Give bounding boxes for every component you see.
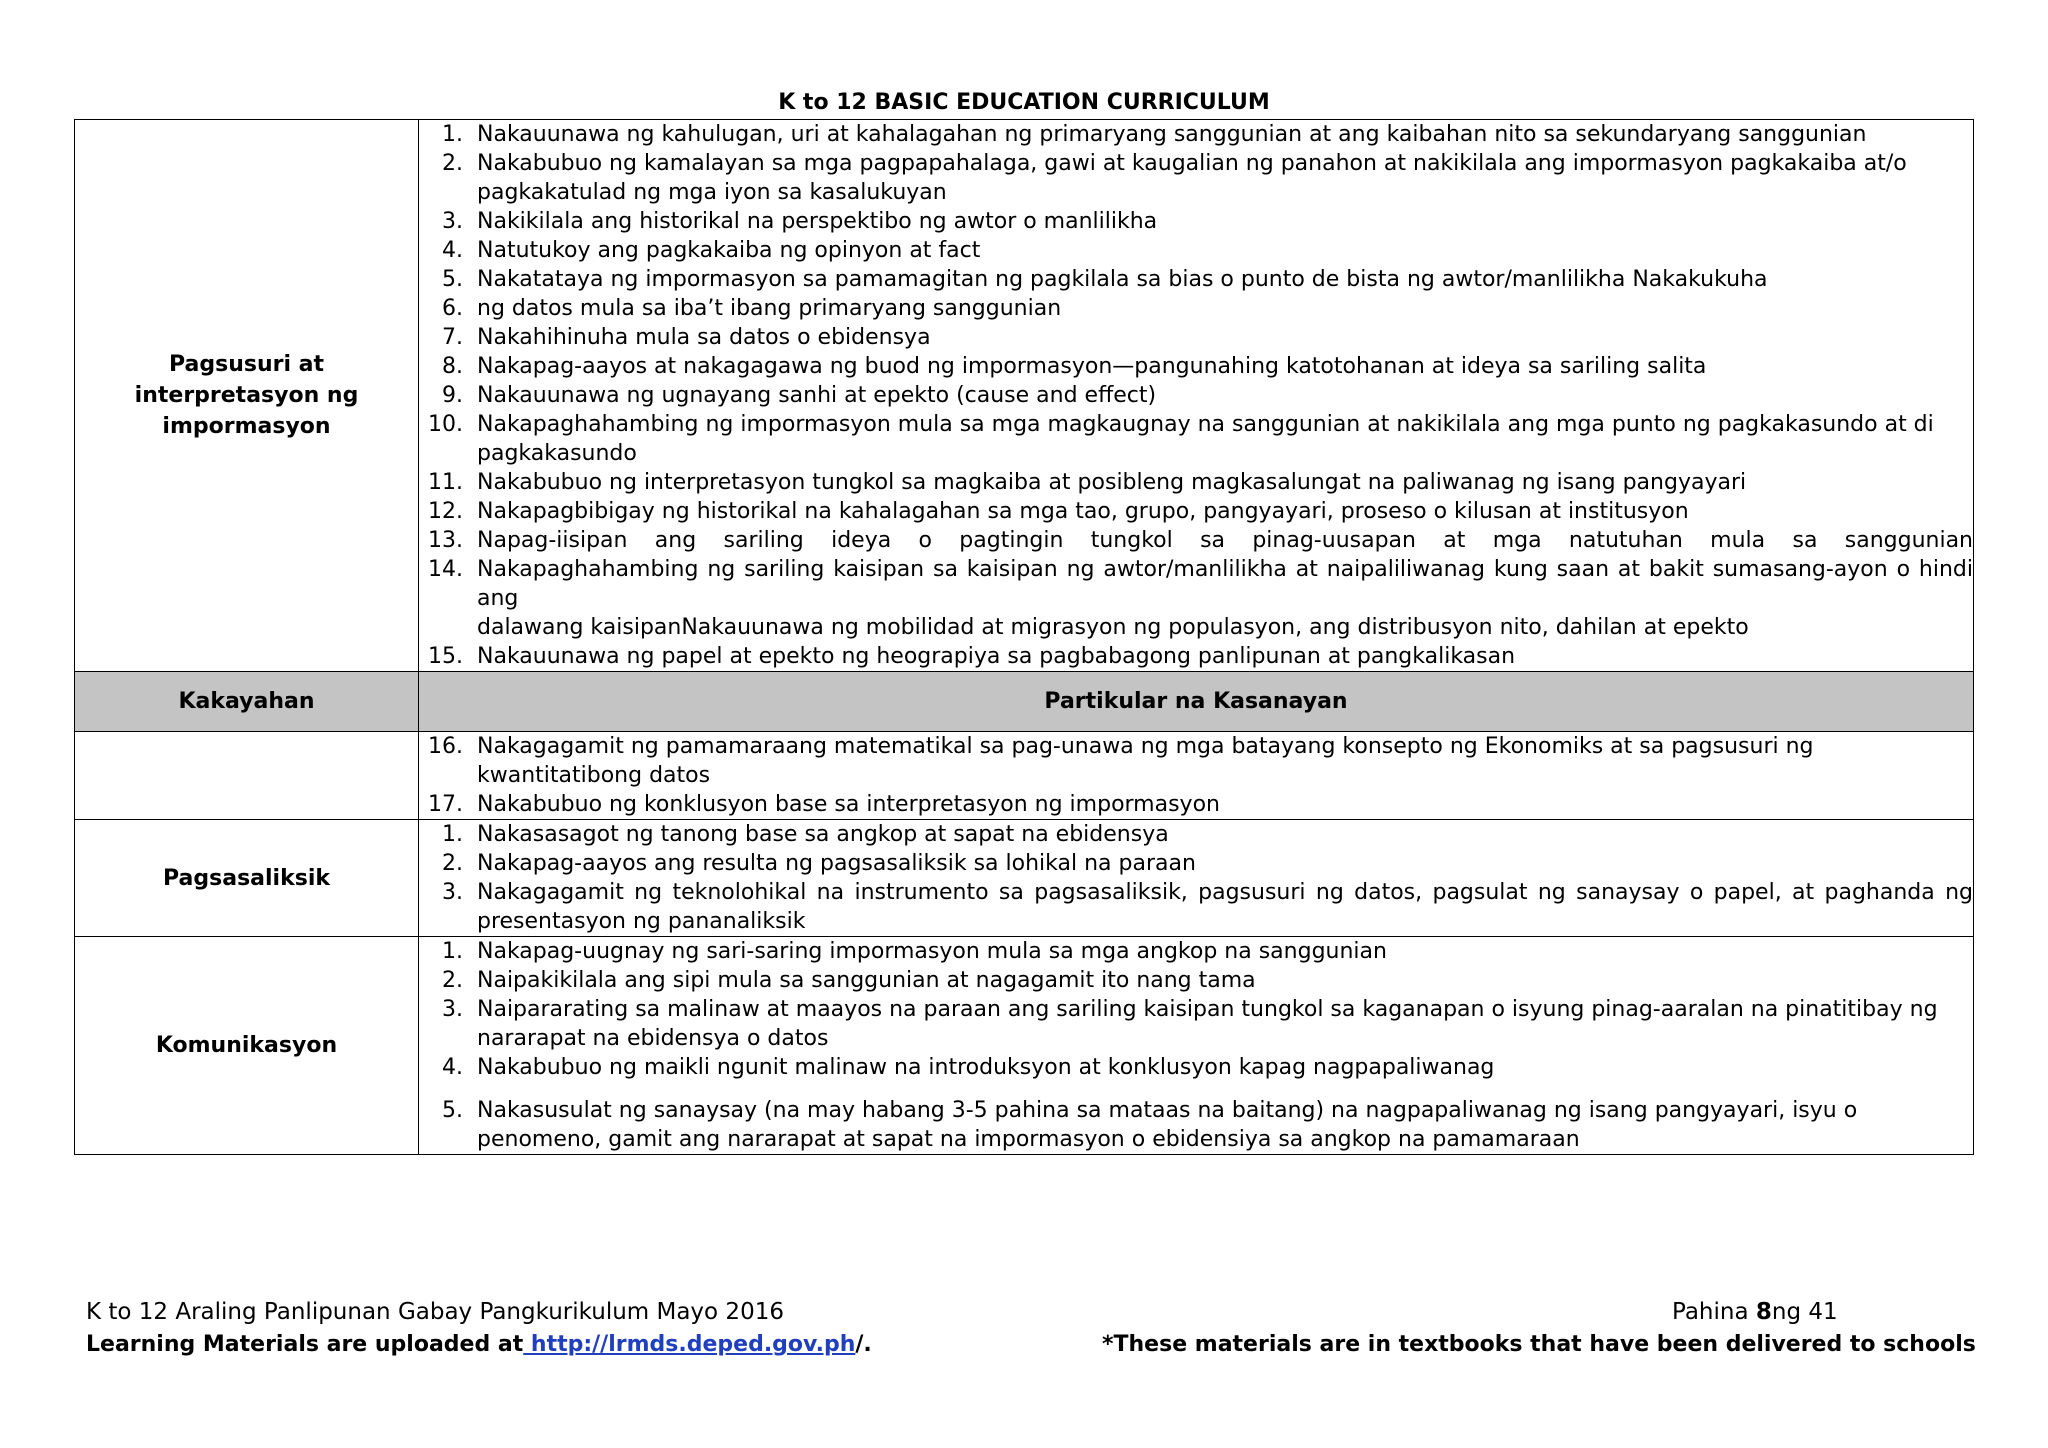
list-item: 7. Nakahihinuha mula sa datos o ebidensya [442, 325, 931, 350]
footer-page-number: Pahina 8ng 41 [1672, 1299, 1838, 1325]
list-item: 4. Natutukoy ang pagkakaiba ng opinyon at fact [442, 238, 981, 263]
table-header-row [75, 672, 1974, 732]
skills-list [419, 120, 1974, 672]
footer-guide-title: K to 12 Araling Panlipunan Gabay Pangkurikulum Mayo 2016 [86, 1299, 784, 1325]
list-item: 1. Nakauunawa ng kahulugan, uri at kahalagahan ng primaryang sanggunian at ang kaibahan nito sa sekundaryang sanggunian [442, 122, 1867, 147]
skill-label-cell [75, 120, 419, 672]
table-row [75, 732, 1974, 820]
list-item: 12. Nakapagbibigay ng historikal na kahalagahan sa mga tao, grupo, pangyayari, proseso o kilusan at institusyon [428, 499, 1689, 524]
footer-learning-materials: Learning Materials are uploaded at http://lrmds.deped.gov.ph/. [86, 1332, 872, 1357]
list-item: 15. Nakauunawa ng papel at epekto ng heograpiya sa pagbabagong panlipunan at pangkalikasan [428, 644, 1516, 669]
list-item: 2. Nakapag-aayos ang resulta ng pagsasaliksik sa lohikal na paraan [442, 851, 1196, 876]
skill-label-cell [75, 732, 419, 820]
list-item: 11. Nakabubuo ng interpretasyon tungkol sa magkaiba at posibleng magkasalungat na paliwanag ng isang pangyayari [428, 470, 1747, 495]
column-header-kasanayan: Partikular na Kasanayan [419, 672, 1974, 732]
list-item: 17. Nakabubuo ng konklusyon base sa interpretasyon ng impormasyon [428, 792, 1220, 817]
list-item: 2. Naipakikilala ang sipi mula sa sanggunian at nagagamit ito nang tama [442, 968, 1256, 993]
skills-list [419, 937, 1974, 1155]
list-item: 8. Nakapag-aayos at nakagagawa ng buod ng impormasyon—pangunahing katotohanan at ideya sa sariling salita [442, 354, 1707, 379]
skills-list [419, 820, 1974, 937]
list-item: 3. Naipararating sa malinaw at maayos na paraan ang sariling kaisipan tungkol sa kaganapan o isyung pinag-aaralan na pinatitibay ng nararapat na ebidensya o datos [442, 997, 1938, 1051]
list-item: 14. Nakapaghahambing ng sariling kaisipan sa kaisipan ng awtor/manlilikha at naipaliliwanag kung saan at bakit sumasang-ayon o hindi ang dalawang kaisipanNakauunawa ng mobilidad at migrasyon ng populasyon, ang distribusyon nito, dahilan at epekto [428, 557, 1973, 640]
list-item: 3. Nakagagamit ng teknolohikal na instrumento sa pagsasaliksik, pagsusuri ng datos, pagsulat ng sanaysay o papel, at paghanda ng presentasyon ng pananaliksik [442, 880, 1973, 934]
table-row [75, 120, 1974, 672]
list-item: 2. Nakabubuo ng kamalayan sa mga pagpapahalaga, gawi at kaugalian ng panahon at nakikilala ang impormasyon pagkakaiba at/o pagkakatulad ng mga iyon sa kasalukuyan [442, 151, 1907, 205]
list-item: 9. Nakauunawa ng ugnayang sanhi at epekto (cause and effect) [442, 383, 1157, 408]
curriculum-table [74, 119, 1974, 1155]
list-item: 4. Nakabubuo ng maikli ngunit malinaw na introduksyon at konklusyon kapag nagpapaliwanag [442, 1055, 1495, 1080]
list-item: 5. Nakatataya ng impormasyon sa pamamagitan ng pagkilala sa bias o punto de bista ng awtor/manlilikha Nakakukuha [442, 267, 1768, 292]
table-row [75, 937, 1974, 1155]
skill-label: Pagsusuri at interpretasyon ng impormasyon [134, 352, 359, 439]
list-item: 13. Napag-iisipan ang sariling ideya o pagtingin tungkol sa pinag-uusapan at mga natutuhan mula sa sanggunian [428, 528, 1973, 553]
page-title: K to 12 BASIC EDUCATION CURRICULUM [778, 90, 1270, 115]
lrmds-link[interactable]: http://lrmds.deped.gov.ph [523, 1332, 856, 1357]
list-item: 6. ng datos mula sa iba’t ibang primaryang sanggunian [442, 296, 1062, 321]
skill-label-cell [75, 937, 419, 1155]
list-item: 10. Nakapaghahambing ng impormasyon mula sa mga magkaugnay na sanggunian at nakikilala ang mga punto ng pagkakasundo at di pagkakasundo [428, 412, 1934, 466]
list-item: 16. Nakagagamit ng pamamaraang matematikal sa pag-unawa ng mga batayang konsepto ng Ekonomiks at sa pagsusuri ng kwantitatibong datos [428, 734, 1814, 788]
skill-label: Komunikasyon [155, 1033, 338, 1058]
skill-label-cell [75, 820, 419, 937]
list-item: 5. Nakasusulat ng sanaysay (na may habang 3-5 pahina sa mataas na baitang) na nagpapaliwanag ng isang pangyayari, isyu o penomeno, gamit ang nararapat at sapat na impormasyon o ebidensiya sa angkop na pamamaraan [442, 1098, 1858, 1152]
list-item: 3. Nakikilala ang historikal na perspektibo ng awtor o manlilikha [442, 209, 1158, 234]
column-header-kakayahan: Kakayahan [75, 672, 419, 732]
table-row [75, 820, 1974, 937]
skill-label: Pagsasaliksik [163, 865, 330, 891]
skills-list [419, 732, 1974, 820]
list-item: 1. Nakapag-uugnay ng sari-saring impormasyon mula sa mga angkop na sanggunian [442, 939, 1387, 964]
list-item: 1. Nakasasagot ng tanong base sa angkop at sapat na ebidensya [442, 822, 1169, 847]
footer-note: *These materials are in textbooks that have been delivered to schools [1102, 1332, 1976, 1357]
